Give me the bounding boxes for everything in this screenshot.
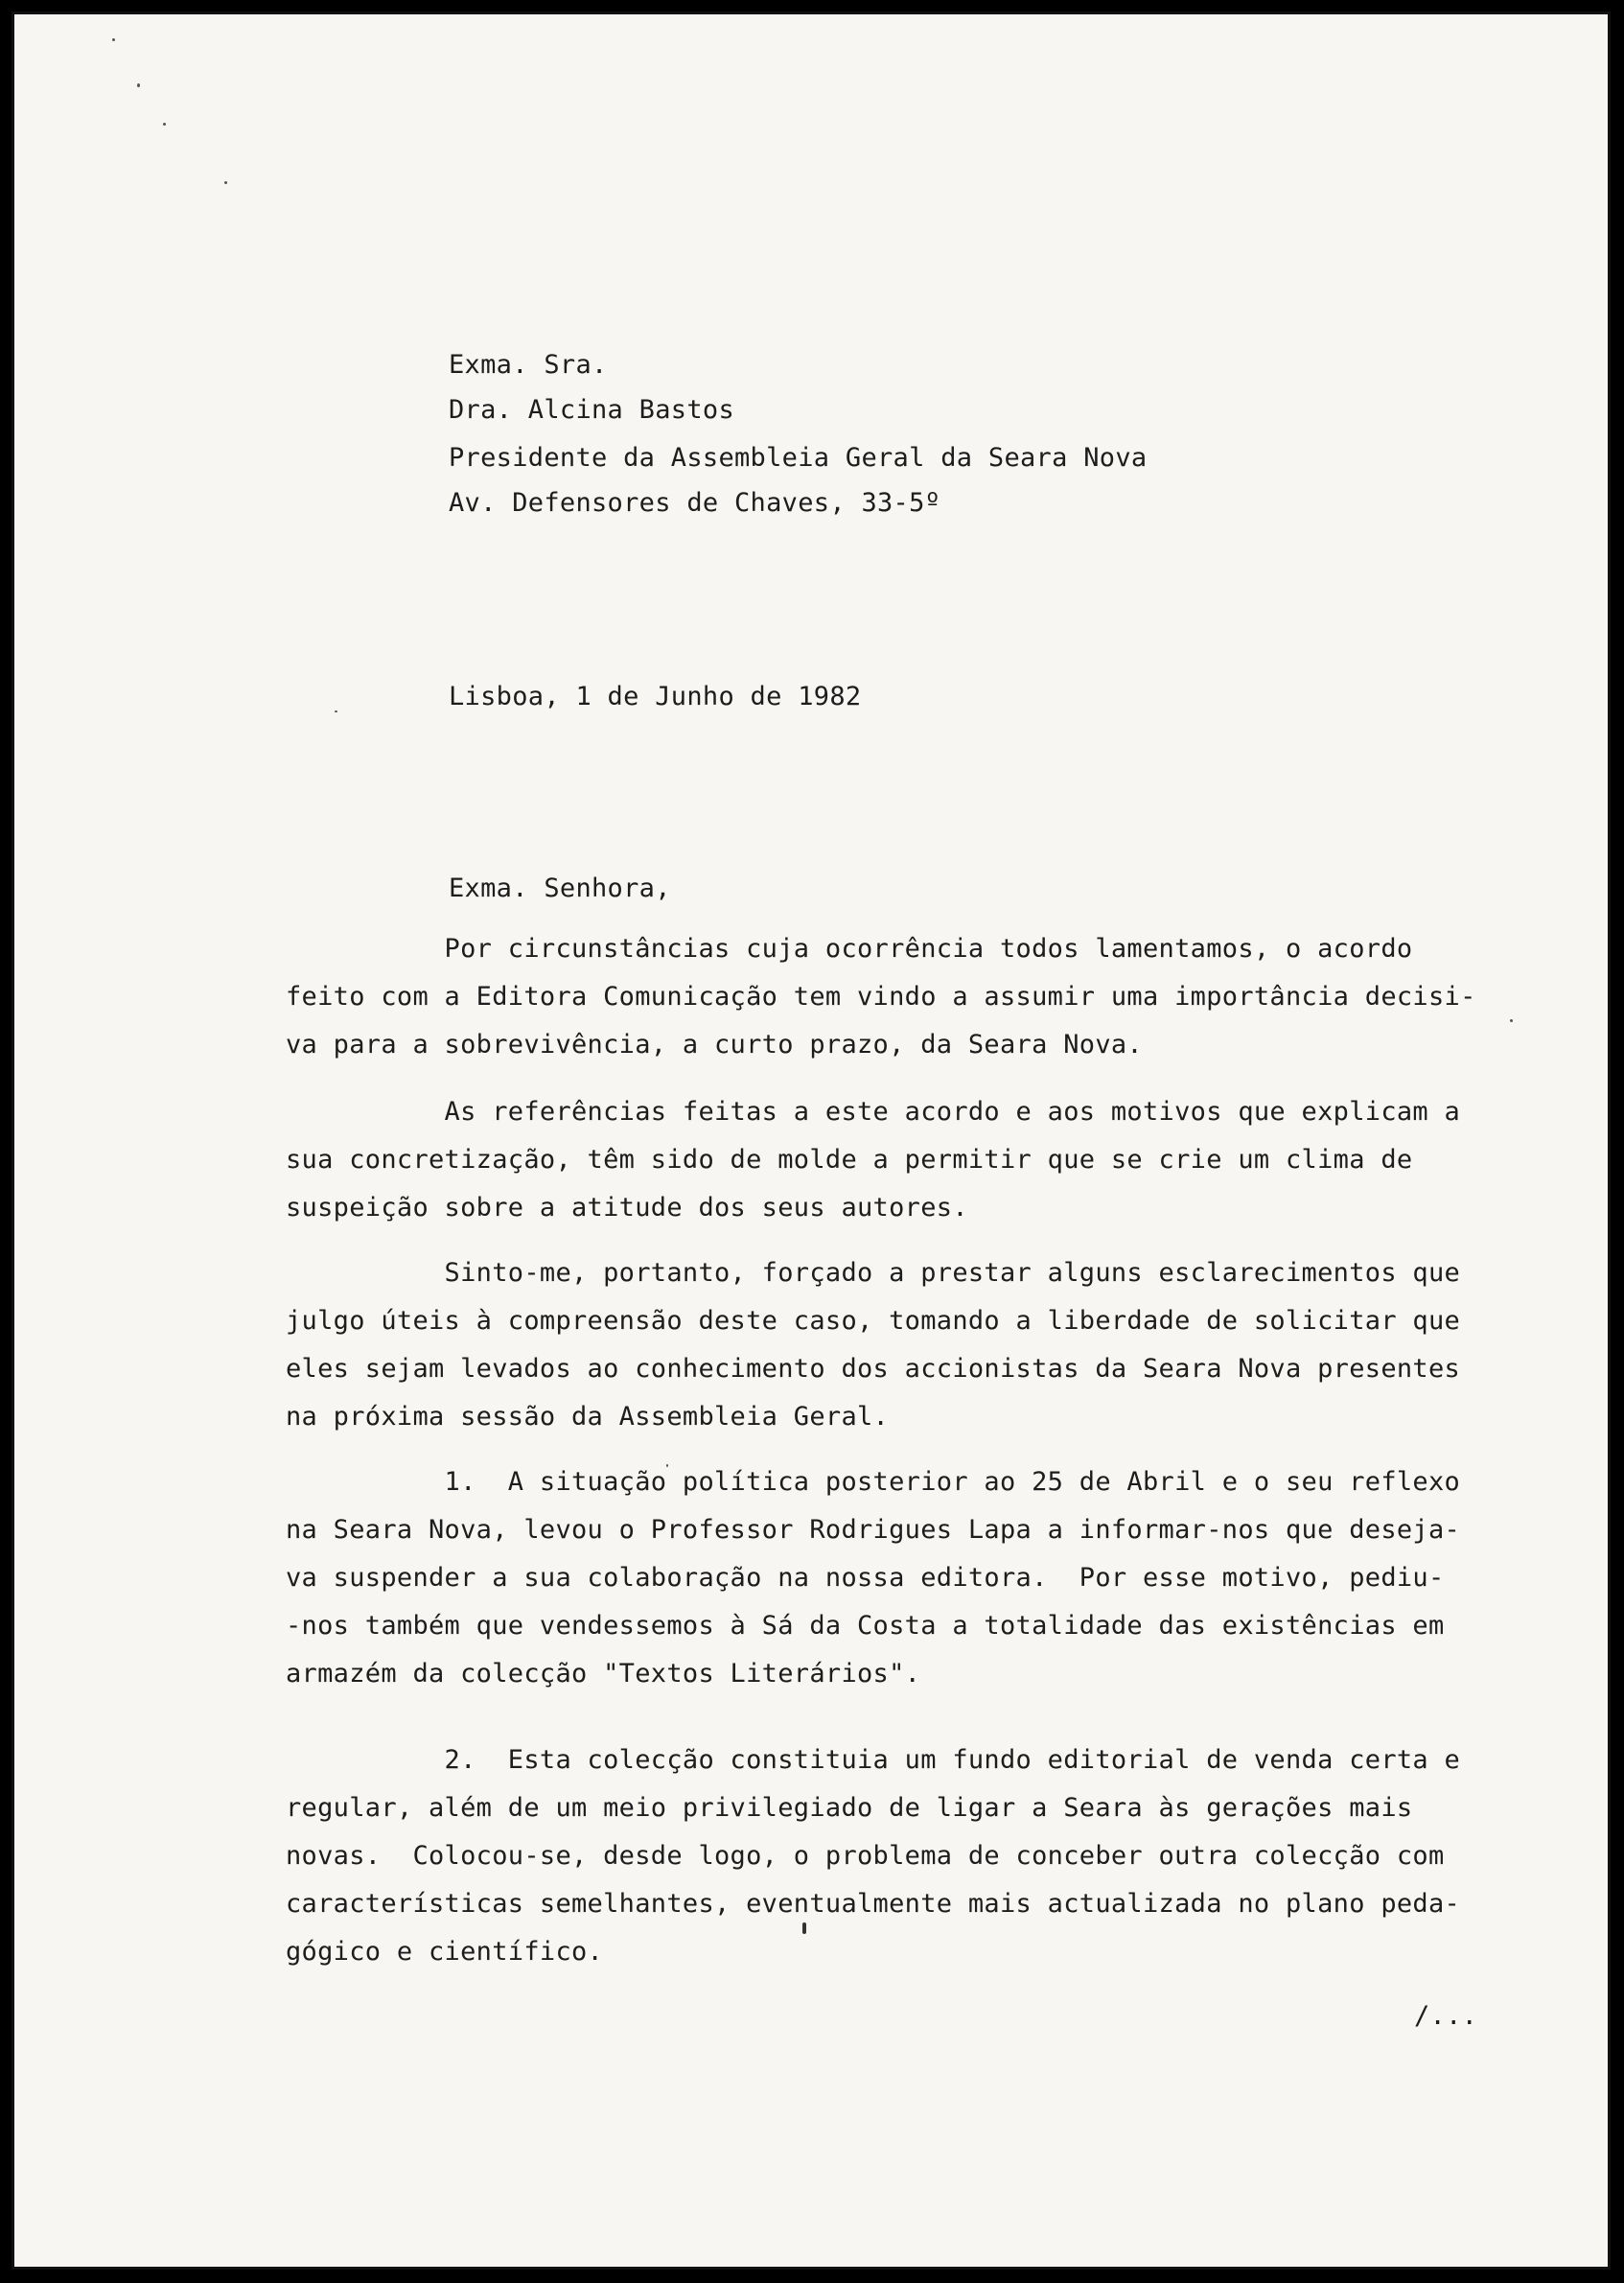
paragraph-clarifications (286, 1249, 1474, 1441)
text-line: Sinto-me, portanto, forçado a prestar alguns esclarecimentos que (286, 1258, 1461, 1288)
paragraph-point-2 (286, 1736, 1474, 1976)
date-line: Lisboa, 1 de Junho de 1982 (449, 682, 862, 711)
text-line: 2. Esta colecção constituia um fundo editorial de venda certa e (286, 1745, 1461, 1775)
address-street: Av. Defensores de Chaves, 33-5º (449, 488, 941, 518)
paper-speck (666, 1464, 668, 1467)
paper-speck (335, 711, 337, 712)
letter-page (12, 12, 1611, 2270)
paper-speck (137, 83, 140, 87)
address-salutation: Exma. Sra. (449, 350, 608, 380)
text-line: Por circunstâncias cuja ocorrência todos lamentamos, o acordo (286, 934, 1413, 964)
text-line: armazém da colecção "Textos Literários". (286, 1659, 921, 1689)
text-line: 1. A situação política posterior ao 25 de Abril e o seu reflexo (286, 1467, 1461, 1497)
paper-speck (112, 38, 115, 41)
paragraph-references (286, 1088, 1474, 1232)
greeting: Exma. Senhora, (449, 874, 671, 903)
text-line: sua concretização, têm sido de molde a permitir que se crie um clima de (286, 1145, 1413, 1175)
text-line: va para a sobrevivência, a curto prazo, da Seara Nova. (286, 1030, 1143, 1060)
text-line: novas. Colocou-se, desde logo, o problema de conceber outra colecção com (286, 1841, 1445, 1871)
text-line: julgo úteis à compreensão deste caso, tomando a liberdade de solicitar que (286, 1306, 1461, 1336)
text-line: As referências feitas a este acordo e aos motivos que explicam a (286, 1097, 1461, 1127)
address-name: Dra. Alcina Bastos (449, 395, 734, 425)
text-line: va suspender a sua colaboração na nossa editora. Por esse motivo, pediu- (286, 1563, 1445, 1593)
text-line: na Seara Nova, levou o Professor Rodrigues Lapa a informar-nos que deseja- (286, 1515, 1461, 1545)
text-line: -nos também que vendessemos à Sá da Costa a totalidade das existências em (286, 1611, 1445, 1641)
text-line: feito com a Editora Comunicação tem vindo a assumir uma importância decisi- (286, 982, 1476, 1012)
text-line: eles sejam levados ao conhecimento dos accionistas da Seara Nova presentes (286, 1354, 1461, 1384)
continuation-mark: /... (1414, 2001, 1478, 2031)
paper-speck (1510, 1019, 1513, 1022)
text-line: gógico e científico. (286, 1937, 604, 1967)
address-role: Presidente da Assembleia Geral da Seara Nova (449, 443, 1148, 473)
paragraph-point-1 (286, 1458, 1474, 1698)
text-line: regular, além de um meio privilegiado de ligar a Seara às gerações mais (286, 1793, 1413, 1823)
paper-speck (163, 123, 166, 126)
paper-speck (224, 181, 227, 184)
paper-speck (802, 1922, 806, 1934)
paragraph-intro (286, 925, 1474, 1069)
text-line: na próxima sessão da Assembleia Geral. (286, 1402, 890, 1432)
text-line: características semelhantes, eventualmente mais actualizada no plano peda- (286, 1889, 1461, 1919)
text-line: suspeição sobre a atitude dos seus autores. (286, 1193, 968, 1223)
